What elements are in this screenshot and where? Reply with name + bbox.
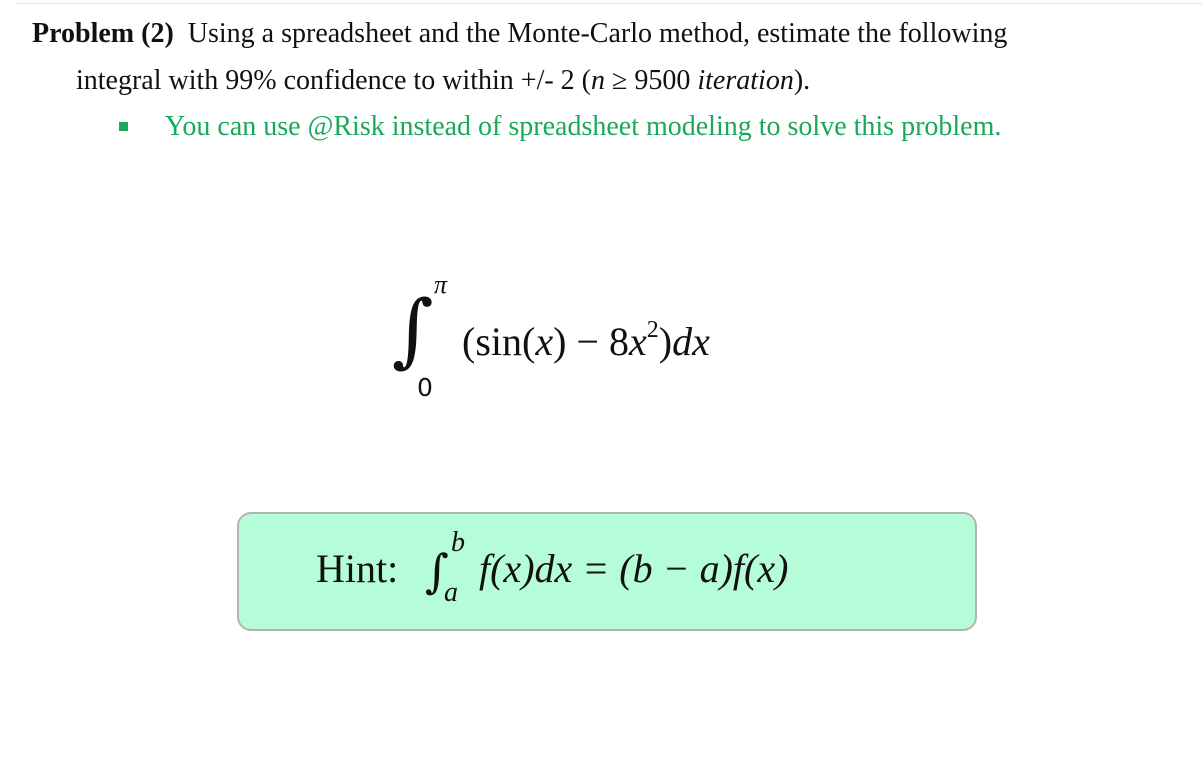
integral-upper-limit: π	[434, 270, 448, 299]
iteration-word: iteration	[697, 65, 794, 96]
note-text: You can use @Risk instead of spreadsheet modeling to solve this problem.	[165, 111, 1002, 142]
integral-sign: ∫	[392, 283, 434, 376]
hint-box	[237, 512, 977, 631]
hint-integral-sign: ∫	[425, 544, 449, 598]
hint-label: Hint:	[316, 546, 399, 591]
problem-text-2: integral with 99% confidence to within +/- 2 (	[76, 65, 591, 96]
integrand: $(\sin(x) - 8x^2)dx$	[462, 317, 710, 364]
problem-label: Problem (2)	[32, 18, 174, 49]
hint-lower-limit: a	[444, 577, 458, 608]
hint-upper-limit: b	[451, 527, 465, 558]
hint-formula: f(x)dx = (b − a)f(x)	[479, 546, 789, 591]
n-symbol: n	[591, 65, 605, 96]
geq-text: ≥ 9500	[605, 65, 698, 96]
integral-lower-limit: 0	[417, 373, 433, 402]
problem-text-1: Using a spreadsheet and the Monte-Carlo method, estimate the following	[187, 18, 1008, 49]
line-2-close: ).	[793, 65, 811, 96]
